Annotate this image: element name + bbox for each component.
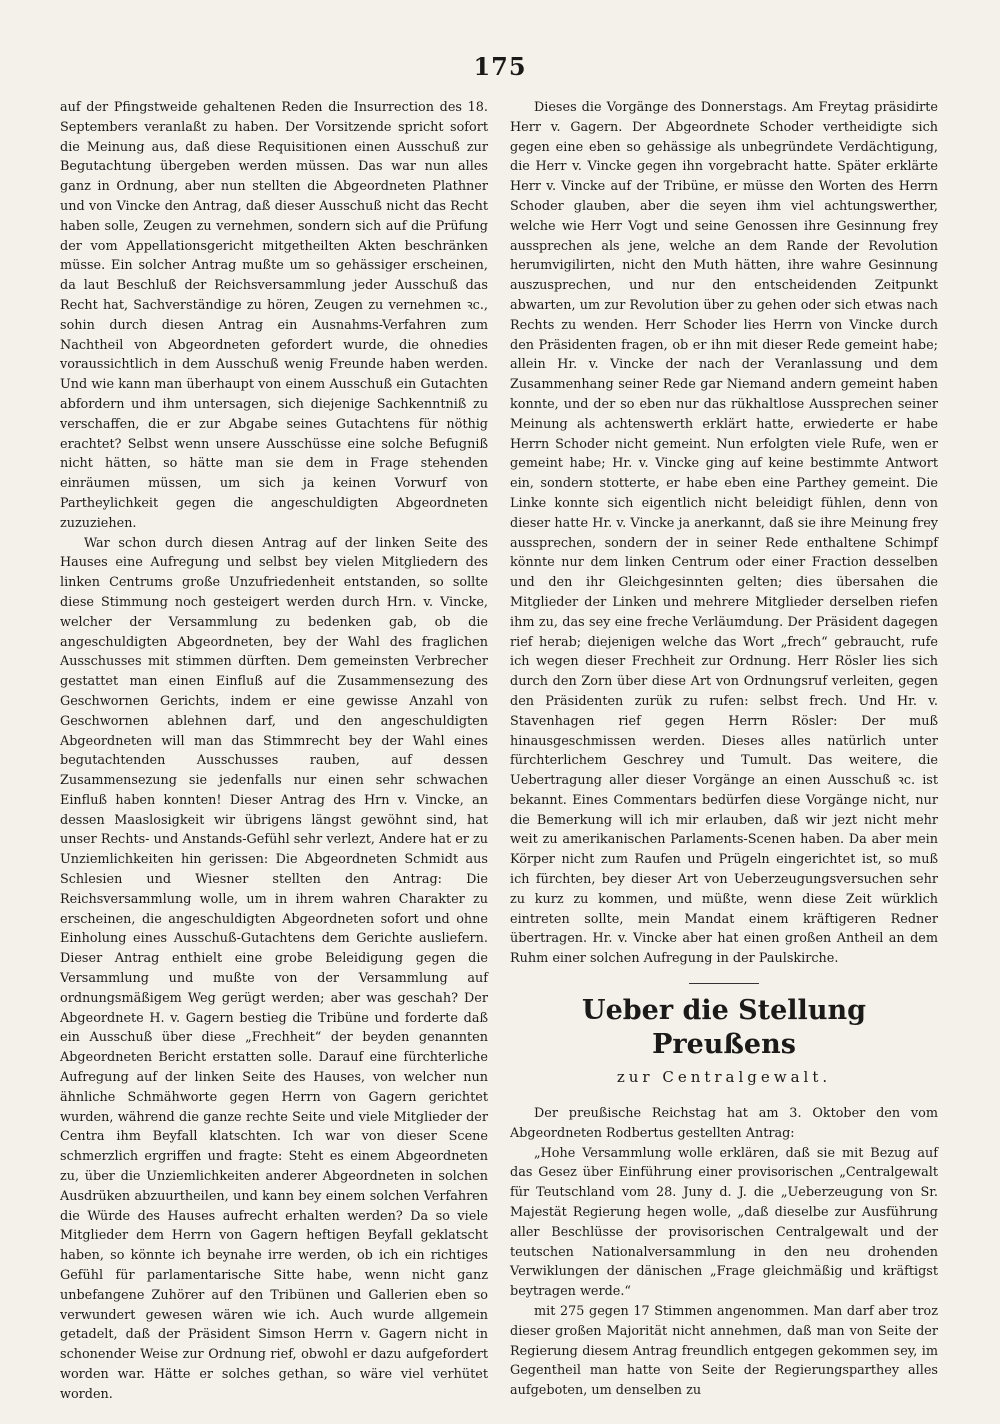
left-column	[60, 98, 488, 1405]
article-title: Ueber die Stellung Preußens	[582, 995, 866, 1061]
right-column	[510, 98, 938, 1401]
page-number: 175	[473, 52, 527, 81]
paragraph: Der preußische Reichstag hat am 3. Oktober den vom Abgeordneten Rodbertus gestellten Antrag:	[510, 1106, 938, 1141]
paragraph: auf der Pfingstweide gehaltenen Reden die Insurrection des 18. Septembers veranlaßt zu haben. Der Vorsitzende spricht sofort die Meinung aus, daß diese Requisitionen einen Ausschuß zur Begutachtung übergeben werden müssen. Das war nun alles ganz in Ordnung, aber nun stellten die Abgeordneten Plathner und von Vincke den Antrag, daß dieser Ausschuß nicht das Recht haben solle, Zeugen zu vernehmen, sondern sich auf die Prüfung der vom Appellationsgericht mitgetheilten Akten beschränken müsse. Ein solcher Antrag mußte um so gehässiger erscheinen, da laut Beschluß der Reichsversammlung jeder Ausschuß das Recht hat, Sachverständige zu hören, Zeugen zu vernehmen ꝛc., sohin durch diesen Antrag ein Ausnahms-Verfahren zum Nachtheil von Abgeordneten gefordert wurde, die ohnedies voraussichtlich in dem Ausschuß wenig Freunde haben werden. Und wie kann man überhaupt von einem Ausschuß ein Gutachten abfordern und ihm untersagen, sich diejenige Sachkenntniß zu verschaffen, die er zur Abgabe seines Gutachtens für nöthig erachtet? Selbst wenn unsere Ausschüsse eine solche Befugniß nicht hätten, so hätte man sie dem in Frage stehenden einräumen müssen, um sich ja keinen Vorwurf von Partheylichkeit gegen die angeschuldigten Abgeordneten zuzuziehen.	[60, 100, 488, 531]
paragraph: Dieses die Vorgänge des Donnerstags. Am Freytag präsidirte Herr v. Gagern. Der Abgeordnete Schoder vertheidigte sich gegen eine eben so gehässige als unbegründete Verdächtigung, die Herr v. Vincke gegen ihn vorgebracht hatte. Später erklärte Herr v. Vincke auf der Tribüne, er müsse den Worten des Herrn Schoder glauben, aber die seyen ihm viel achtungswerther, welche wie Herr Vogt und seine Genossen ihre Gesinnung frey aussprechen als jene, welche an dem Rande der Revolution herumvigilirten, nicht den Muth hätten, ihre wahre Gesinnung auszusprechen, und nur den entscheidenden Zeitpunkt abwarten, um zur Revolution über zu gehen oder sich etwas nach Rechts zu wenden. Herr Schoder lies Herrn von Vincke durch den Präsidenten fragen, ob er ihn mit dieser Rede gemeint habe; allein Hr. v. Vincke der nach der Veranlassung und dem Zusammenhang seiner Rede gar Niemand andern gemeint haben konnte, und der so eben nur das rükhaltlose Aussprechen seiner Meinung als achtenswerth erklärt hatte, erwiederte er habe Herrn Schoder nicht gemeint. Nun erfolgten viele Rufe, wen er gemeint habe; Hr. v. Vincke ging auf keine bestimmte Antwort ein, sondern stotterte, er habe eben eine Parthey gemeint. Die Linke konnte sich eigentlich nicht beleidigt fühlen, denn von dieser hatte Hr. v. Vincke ja anerkannt, daß sie ihre Meinung frey aussprechen, sondern der in seiner Rede enthaltene Schimpf könnte nur dem linken Centrum oder einer Fraction desselben und den ihr Gleichgesinnten gelten; dies übersahen die Mitglieder der Linken und mehrere Mitglieder derselben riefen ihm zu, das sey eine freche Verläumdung. Der Präsident dagegen rief herab; diejenigen welche das Wort „frech“ gebraucht, rufe ich wegen dieser Frechheit zur Ordnung. Herr Rösler lies sich durch den Zorn über diese Art von Ordnungsruf verleiten, gegen den Präsidenten zurük zu rufen: selbst frech. Und Hr. v. Stavenhagen rief gegen Herrn Rösler: Der muß hinausgeschmissen werden. Dieses alles natürlich unter fürchterlichem Geschrey und Tumult. Das weitere, die Uebertragung aller dieser Vorgänge an einen Ausschuß ꝛc. ist bekannt. Eines Commentars bedürfen diese Vorgänge nicht, nur die Bemerkung will ich mir erlauben, daß wir jezt nicht mehr weit zu amerikanischen Parlaments-Scenen haben. Da aber mein Körper nicht zum Raufen und Prügeln eingerichtet ist, so muß ich fürchten, bey dieser Art von Ueberzeugungsversuchen sehr zu kurz zu kommen, und müßte, wenn diese Zeit würklich eintreten sollte, mein Mandat einem kräftigeren Redner übertragen. Hr. v. Vincke aber hat einen großen Antheil an dem Ruhm einer solchen Aufregung in der Paulskirche.	[510, 100, 938, 967]
paragraph: mit 275 gegen 17 Stimmen angenommen. Man darf aber troz dieser großen Majorität nicht annehmen, daß man von Seite der Regierung diesem Antrag freundlich entgegen gekommen sey, im Gegentheil man hatte von Seite der Regierungsparthey alles aufgeboten, um denselben zu	[510, 1304, 938, 1399]
quoted-motion: „Hohe Versammlung wolle erklären, daß sie mit Bezug auf das Gesez über Einführung einer provisorischen „Centralgewalt für Teutschland vom 28. Juny d. J. die „Ueberzeugung von Sr. Majestät Regierung hegen wolle, „daß dieselbe zur Ausführung aller Beschlüsse der provisorischen Centralgewalt und der teutschen Nationalversammlung in den neu drohenden Verwiklungen der dänischen „Frage gleichmäßig und kräftigst beytragen werde.“	[510, 1145, 938, 1300]
article-subtitle: zur Centralgewalt.	[616, 1068, 832, 1087]
section-divider	[689, 983, 759, 984]
paragraph: War schon durch diesen Antrag auf der linken Seite des Hauses eine Aufregung und selbst bey vielen Mitgliedern des linken Centrums große Unzufriedenheit entstanden, so sollte diese Stimmung noch gesteigert werden durch Hrn. v. Vincke, welcher der Versammlung zu bedenken gab, ob die angeschuldigten Abgeordneten, bey der Wahl des fraglichen Ausschusses mit stimmen dürften. Dem gemeinsten Verbrecher gestattet man einen Einfluß auf die Zusammensezung des Geschwornen Gerichts, indem er eine gewisse Anzahl von Geschwornen ablehnen darf, und den angeschuldigten Abgeordneten will man das Stimmrecht bey der Wahl eines begutachtenden Ausschusses rauben, auf dessen Zusammensezung sie jedenfalls nur einen sehr schwachen Einfluß haben konnten! Dieser Antrag des Hrn v. Vincke, an dessen Maaslosigkeit wir übrigens längst gewöhnt sind, hat unser Rechts- und Anstands-Gefühl sehr verlezt, Andere hat er zu Unziemlichkeiten hin gerissen: Die Abgeordneten Schmidt aus Schlesien und Wiesner stellten den Antrag: Die Reichsversammlung wolle, um in ihrem wahren Charakter zu erscheinen, die angeschuldigten Abgeordneten sofort und ohne Einholung eines Ausschuß-Gutachtens dem Gerichte ausliefern. Dieser Antrag enthielt eine grobe Beleidigung gegen die Versammlung und mußte von der Versammlung auf ordnungsmäßigem Weg gerügt werden; aber was geschah? Der Abgeordnete H. v. Gagern bestieg die Tribüne und forderte daß ein Ausschuß über diese „Frechheit“ der beyden genannten Abgeordneten Bericht erstatten solle. Darauf eine fürchterliche Aufregung auf der linken Seite des Hauses, von welcher nun ähnliche Schmähworte gegen Herrn von Gagern gerichtet wurden, während die ganze rechte Seite und viele Mitglieder der Centra ihm Beyfall klatschten. Ich war von dieser Scene schmerzlich ergriffen und fragte: Steht es einem Abgeordneten zu, über die Unziemlichkeiten anderer Abgeordneten in solchen Ausdrüken abzuurtheilen, und kann bey einem solchen Verfahren die Würde des Hauses aufrecht erhalten werden? Da so viele Mitglieder dem Herrn von Gagern heftigen Beyfall geklatscht haben, so könnte ich beynahe irre werden, ob ich ein richtiges Gefühl für parlamentarische Sitte habe, wenn nicht ganz unbefangene Zuhörer auf den Tribünen und Gallerien eben so verwundert gewesen wären wie ich. Auch wurde allgemein getadelt, daß der Präsident Simson Herrn v. Gagern nicht in schonender Weise zur Ordnung rief, obwohl er dazu aufgefordert worden war. Hätte er solches gethan, so wäre viel verhütet worden.	[60, 535, 488, 1402]
